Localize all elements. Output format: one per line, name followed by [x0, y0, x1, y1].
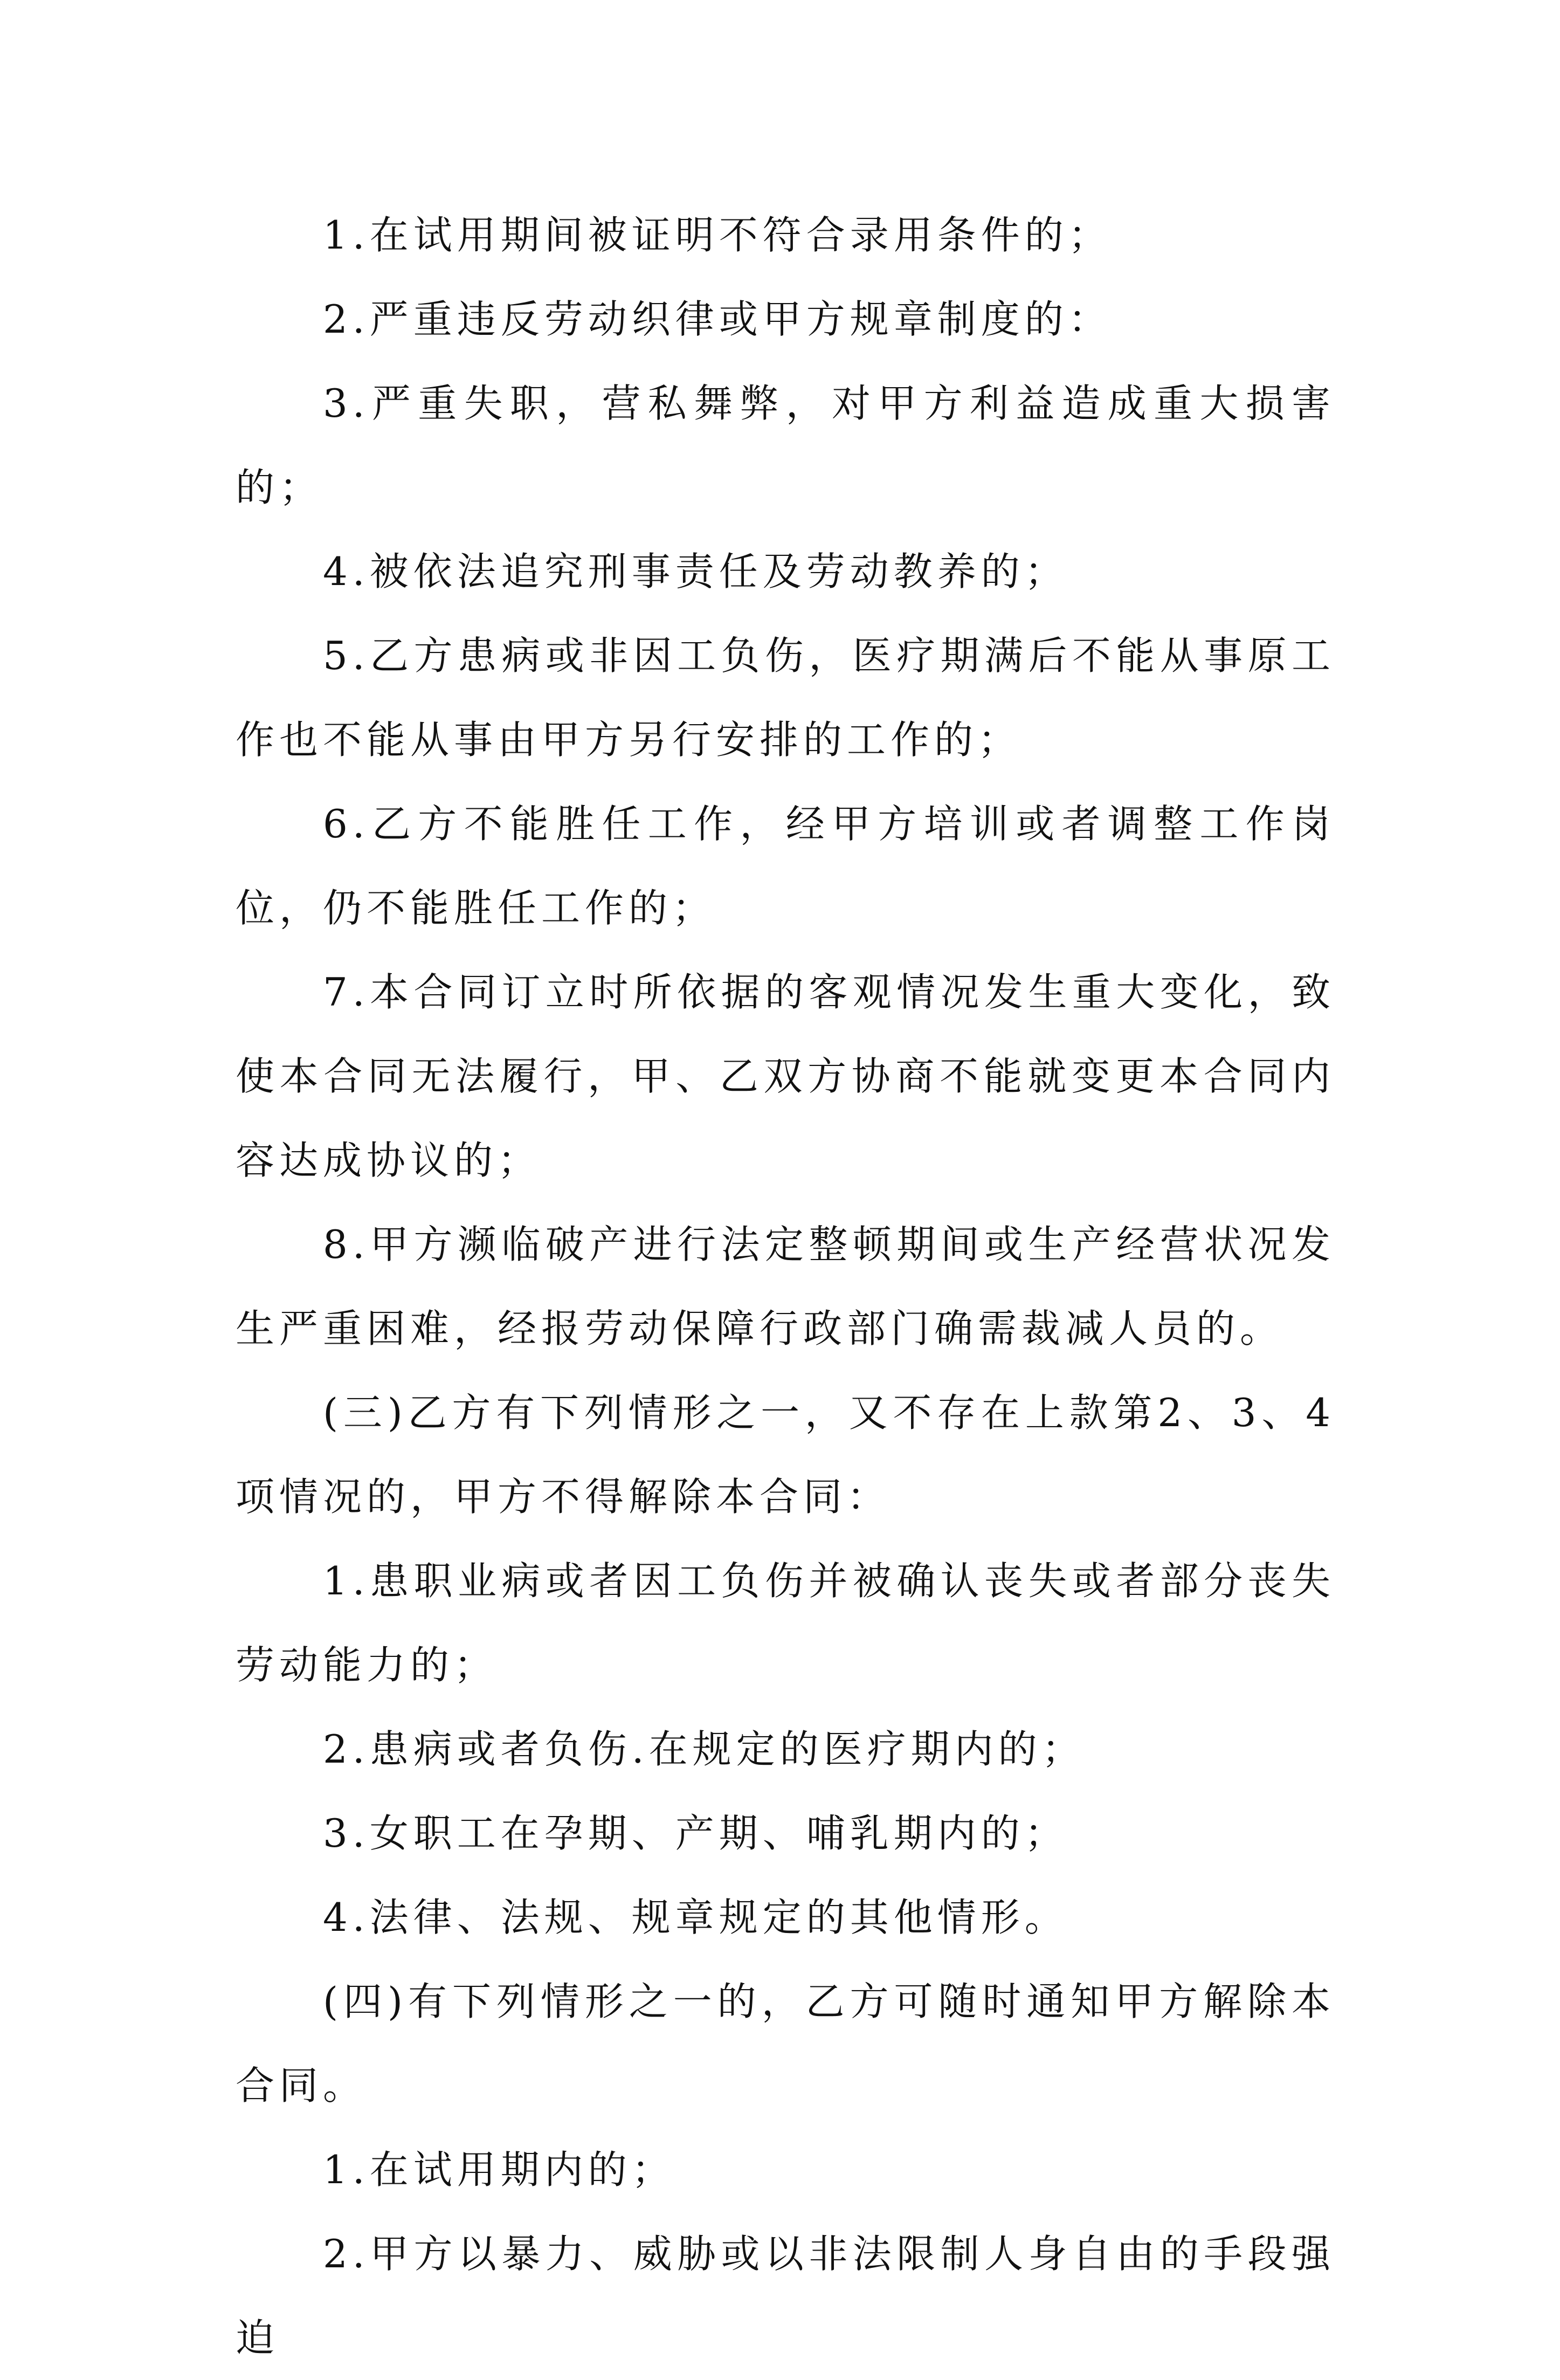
- paragraph-item-4: 4.被依法追究刑事责任及劳动教养的；: [323, 549, 1068, 594]
- section-three-heading: (三)乙方有下列情形之一，又不存在上款第2、3、4项情况的，甲方不得解除本合同：: [236, 1390, 1335, 1519]
- paragraph-item-9: 1.患职业病或者因工负伤并被确认丧失或者部分丧失劳动能力的；: [236, 1558, 1335, 1688]
- paragraph-item-13: 1.在试用期内的；: [323, 2147, 675, 2192]
- paragraph-item-7: 7.本合同订立时所依据的客观情况发生重大变化，致使本合同无法履行，甲、乙双方协商不能就变更本合同内容达成协议的；: [236, 969, 1335, 1183]
- paragraph-item-2: 2.严重违反劳动织律或甲方规章制度的：: [323, 297, 1112, 342]
- paragraph-item-5: 5.乙方患病或非因工负伤，医疗期满后不能从事原工作也不能从事由甲方另行安排的工作的；: [236, 633, 1335, 762]
- paragraph-item-6: 6.乙方不能胜任工作，经甲方培训或者调整工作岗位，仍不能胜任工作的；: [236, 801, 1335, 931]
- paragraph-item-1: 1.在试用期间被证明不符合录用条件的；: [323, 212, 1112, 258]
- paragraph-item-12: 4.法律、法规、规章规定的其他情形。: [323, 1895, 1068, 1940]
- document-body: [236, 193, 1335, 2380]
- paragraph-item-3: 3.严重失职，营私舞弊，对甲方利益造成重大损害的；: [236, 381, 1335, 510]
- paragraph-item-8: 8.甲方濒临破产进行法定整顿期间或生产经营状况发生严重困难，经报劳动保障行政部门确需裁减人员的。: [236, 1222, 1335, 1351]
- paragraph-item-11: 3.女职工在孕期、产期、哺乳期内的；: [323, 1811, 1068, 1856]
- section-four-heading: (四)有下列情形之一的，乙方可随时通知甲方解除本合同。: [236, 1979, 1335, 2108]
- paragraph-item-10: 2.患病或者负伤.在规定的医疗期内的；: [323, 1726, 1086, 1772]
- paragraph-item-14: 2.甲方以暴力、威胁或以非法限制人身自由的手段强迫: [236, 2231, 1335, 2361]
